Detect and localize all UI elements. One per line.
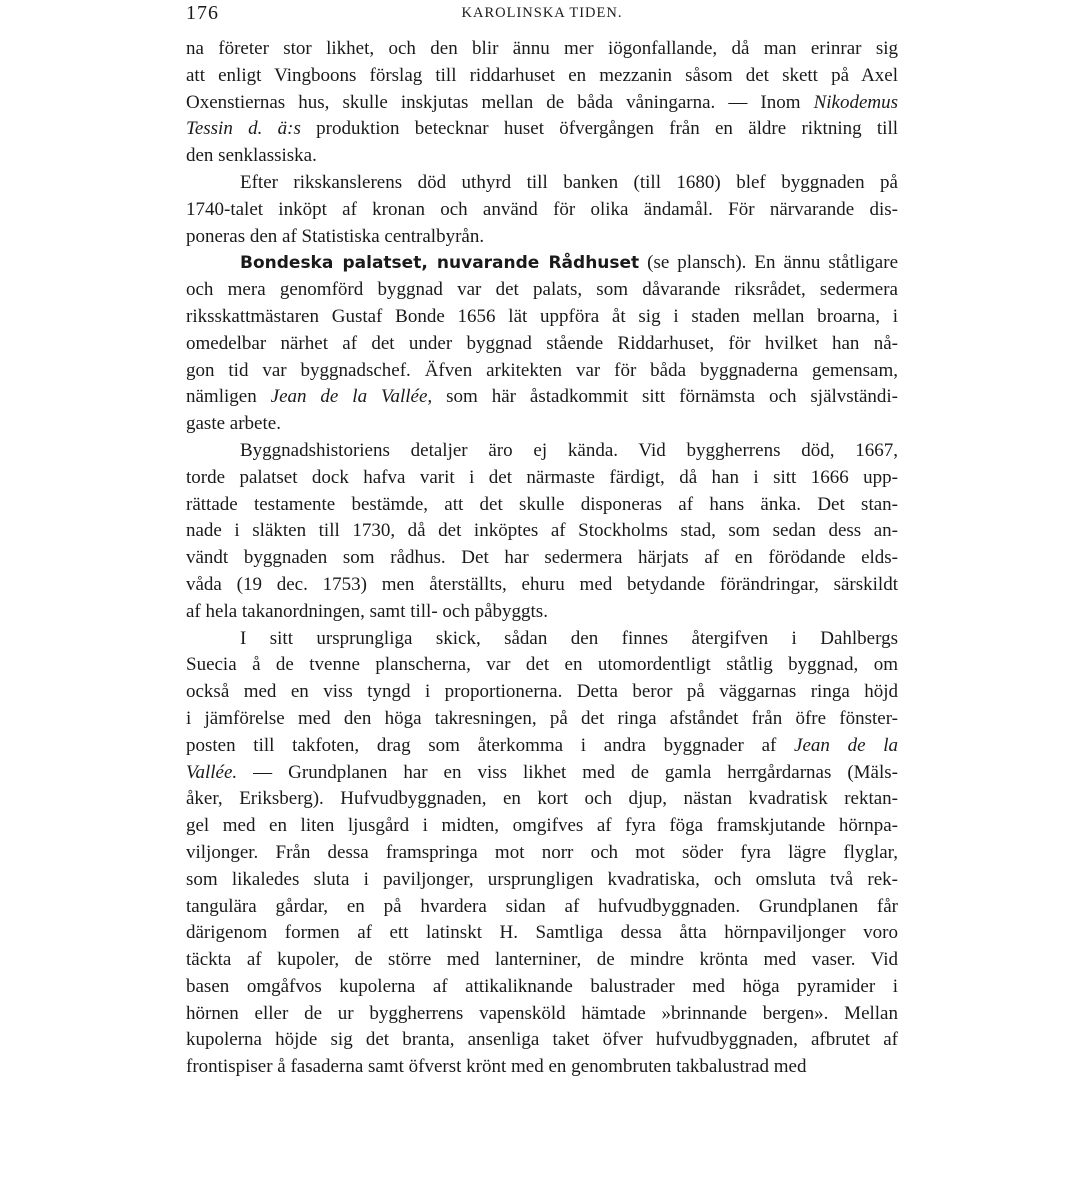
text-run: den senklassiska. (186, 145, 317, 167)
text-run: frontispiser å fasaderna samt öfverst krönt med en genombruten takbalustrad med (186, 1056, 807, 1078)
text-line (186, 1054, 898, 1081)
text-run: — Grundplanen har en viss likhet med de gamla herrgårdarnas (Mäls- (237, 761, 898, 783)
text-line (186, 947, 898, 974)
text-run: omedelbar närhet af det under byggnad stående Riddarhuset, för hvilket han nå- (186, 332, 898, 354)
text-line (186, 411, 898, 438)
text-line (186, 250, 898, 277)
text-line (186, 572, 898, 599)
text-run: vändt byggnaden som rådhus. Det har sedermera härjats af en förödande elds- (186, 547, 898, 569)
text-run: också med en viss tyngd i proportionerna. Detta beror på väggarnas ringa höjd (186, 681, 898, 703)
text-line (186, 1001, 898, 1028)
text-line (186, 116, 898, 143)
text-line (186, 626, 898, 653)
text-line (186, 170, 898, 197)
text-run: att enligt Vingboons förslag till riddarhuset en mezzanin såsom det skett på Axel (186, 64, 898, 86)
text-line (186, 679, 898, 706)
text-run: täckta af kupoler, de större med lanterniner, de mindre krönta med vaser. Vid (186, 949, 898, 971)
text-line (186, 438, 898, 465)
italic-run: Vallée. (186, 761, 238, 783)
text-run: 1740-talet inköpt af kronan och använd för olika ändamål. För närvarande dis- (186, 198, 898, 220)
text-run: Byggnadshistoriens detaljer äro ej kända. Vid byggherrens död, 1667, (240, 439, 898, 461)
text-run: åker, Eriksberg). Hufvudbyggnaden, en kort och djup, nästan kvadratisk rektan- (186, 788, 898, 810)
text-line (186, 894, 898, 921)
text-line (186, 760, 898, 787)
text-line (186, 518, 898, 545)
text-run: af hela takanordningen, samt till- och påbyggts. (186, 600, 548, 622)
text-run: hörnen eller de ur byggherrens vapensköld hämtade »brinnande bergen». Mellan (186, 1002, 898, 1024)
running-title: KAROLINSKA TIDEN. (461, 5, 623, 21)
text-line (186, 920, 898, 947)
text-line (186, 143, 898, 170)
text-run: (se plansch). En ännu ståtligare (639, 252, 898, 274)
text-line (186, 224, 898, 251)
text-run: gon tid var byggnadschef. Äfven arkitekten var för båda byggnaderna gemensam, (186, 359, 898, 381)
text-line (186, 465, 898, 492)
text-run: våda (19 dec. 1753) men återställts, ehuru med betydande förändringar, särskildt (186, 573, 898, 595)
text-run: i jämförelse med den höga takresningen, på det ringa afståndet från öfre fönster- (186, 707, 898, 729)
text-run: därigenom formen af ett latinskt H. Samtliga dessa åtta hörnpaviljonger voro (186, 922, 898, 944)
text-line (186, 733, 898, 760)
text-run: som här åstadkommit sitt förnämsta och självständi- (432, 386, 898, 408)
text-line (186, 304, 898, 331)
text-run: rättade testamente bestämde, att det skulle disponeras af hans änka. Det stan- (186, 493, 898, 515)
text-line (186, 36, 898, 63)
text-run: gel med en liten ljusgård i midten, omgifves af fyra föga framskjutande hörnpa- (186, 815, 898, 837)
text-run: torde palatset dock hafva varit i det närmaste färdigt, då han i sitt 1666 upp- (186, 466, 898, 488)
text-run: posten till takfoten, drag som återkomma i andra byggnader af (186, 734, 795, 756)
text-line (186, 599, 898, 626)
italic-run: Jean de la Vallée, (270, 386, 433, 408)
text-line (186, 492, 898, 519)
text-line (186, 1027, 898, 1054)
text-run: som likaledes sluta i paviljonger, ursprungligen kvadratiska, och omsluta två rek- (186, 868, 898, 890)
page-header (186, 2, 898, 26)
italic-run: Jean de la (794, 734, 898, 756)
text-line (186, 90, 898, 117)
text-run: riksskattmästaren Gustaf Bonde 1656 lät uppföra åt sig i staden mellan broarna, i (186, 305, 898, 327)
text-run: na företer stor likhet, och den blir ännu mer iögonfallande, då man erinrar sig (186, 38, 898, 59)
page-number: 176 (186, 2, 219, 24)
text-run: gaste arbete. (186, 413, 281, 435)
italic-run: Tessin d. ä:s (186, 118, 301, 140)
text-run: nade i släkten till 1730, då det inköptes af Stockholms stad, som sedan dess an- (186, 520, 898, 542)
text-run: Efter rikskanslerens död uthyrd till banken (till 1680) blef byggnaden på (240, 171, 898, 193)
text-line (186, 840, 898, 867)
text-line (186, 331, 898, 358)
text-run: poneras den af Statistiska centralbyrån. (186, 225, 485, 247)
text-line (186, 652, 898, 679)
text-line (186, 197, 898, 224)
text-run: tangulära gårdar, en på hvardera sidan af hufvudbyggnaden. Grundplanen får (186, 895, 898, 917)
text-run: Suecia å de tvenne planscherna, var det en utomordentligt ståtlig byggnad, om (186, 654, 898, 676)
text-run: kupolerna höjde sig det branta, ansenliga taket öfver hufvudbyggnaden, afbrutet af (186, 1029, 898, 1051)
text-line (186, 867, 898, 894)
text-line (186, 545, 898, 572)
text-line (186, 277, 898, 304)
body-text (186, 36, 898, 1081)
text-run: nämligen (186, 386, 271, 408)
text-run: viljonger. Från dessa framspringa mot norr och mot söder fyra lägre flyglar, (186, 841, 898, 863)
text-run: basen omgåfvos kupolerna af attikaliknande balustrader med höga pyramider i (186, 975, 898, 997)
text-line (186, 706, 898, 733)
text-run: och mera genomförd byggnad var det palats, som dåvarande riksrådet, sedermera (186, 279, 898, 301)
text-line (186, 358, 898, 385)
text-line (186, 63, 898, 90)
text-line (186, 384, 898, 411)
text-line (186, 786, 898, 813)
text-run: Oxenstiernas hus, skulle inskjutas mellan de båda våningarna. — Inom (186, 91, 814, 113)
bold-heading-run: Bondeska palatset, nuvarande Rådhuset (240, 253, 640, 274)
italic-run: Nikodemus (813, 91, 898, 113)
text-line (186, 813, 898, 840)
text-run: I sitt ursprungliga skick, sådan den finnes återgifven i Dahlbergs (240, 627, 898, 649)
text-line (186, 974, 898, 1001)
text-run: produktion betecknar huset öfvergången från en äldre riktning till (300, 118, 898, 140)
